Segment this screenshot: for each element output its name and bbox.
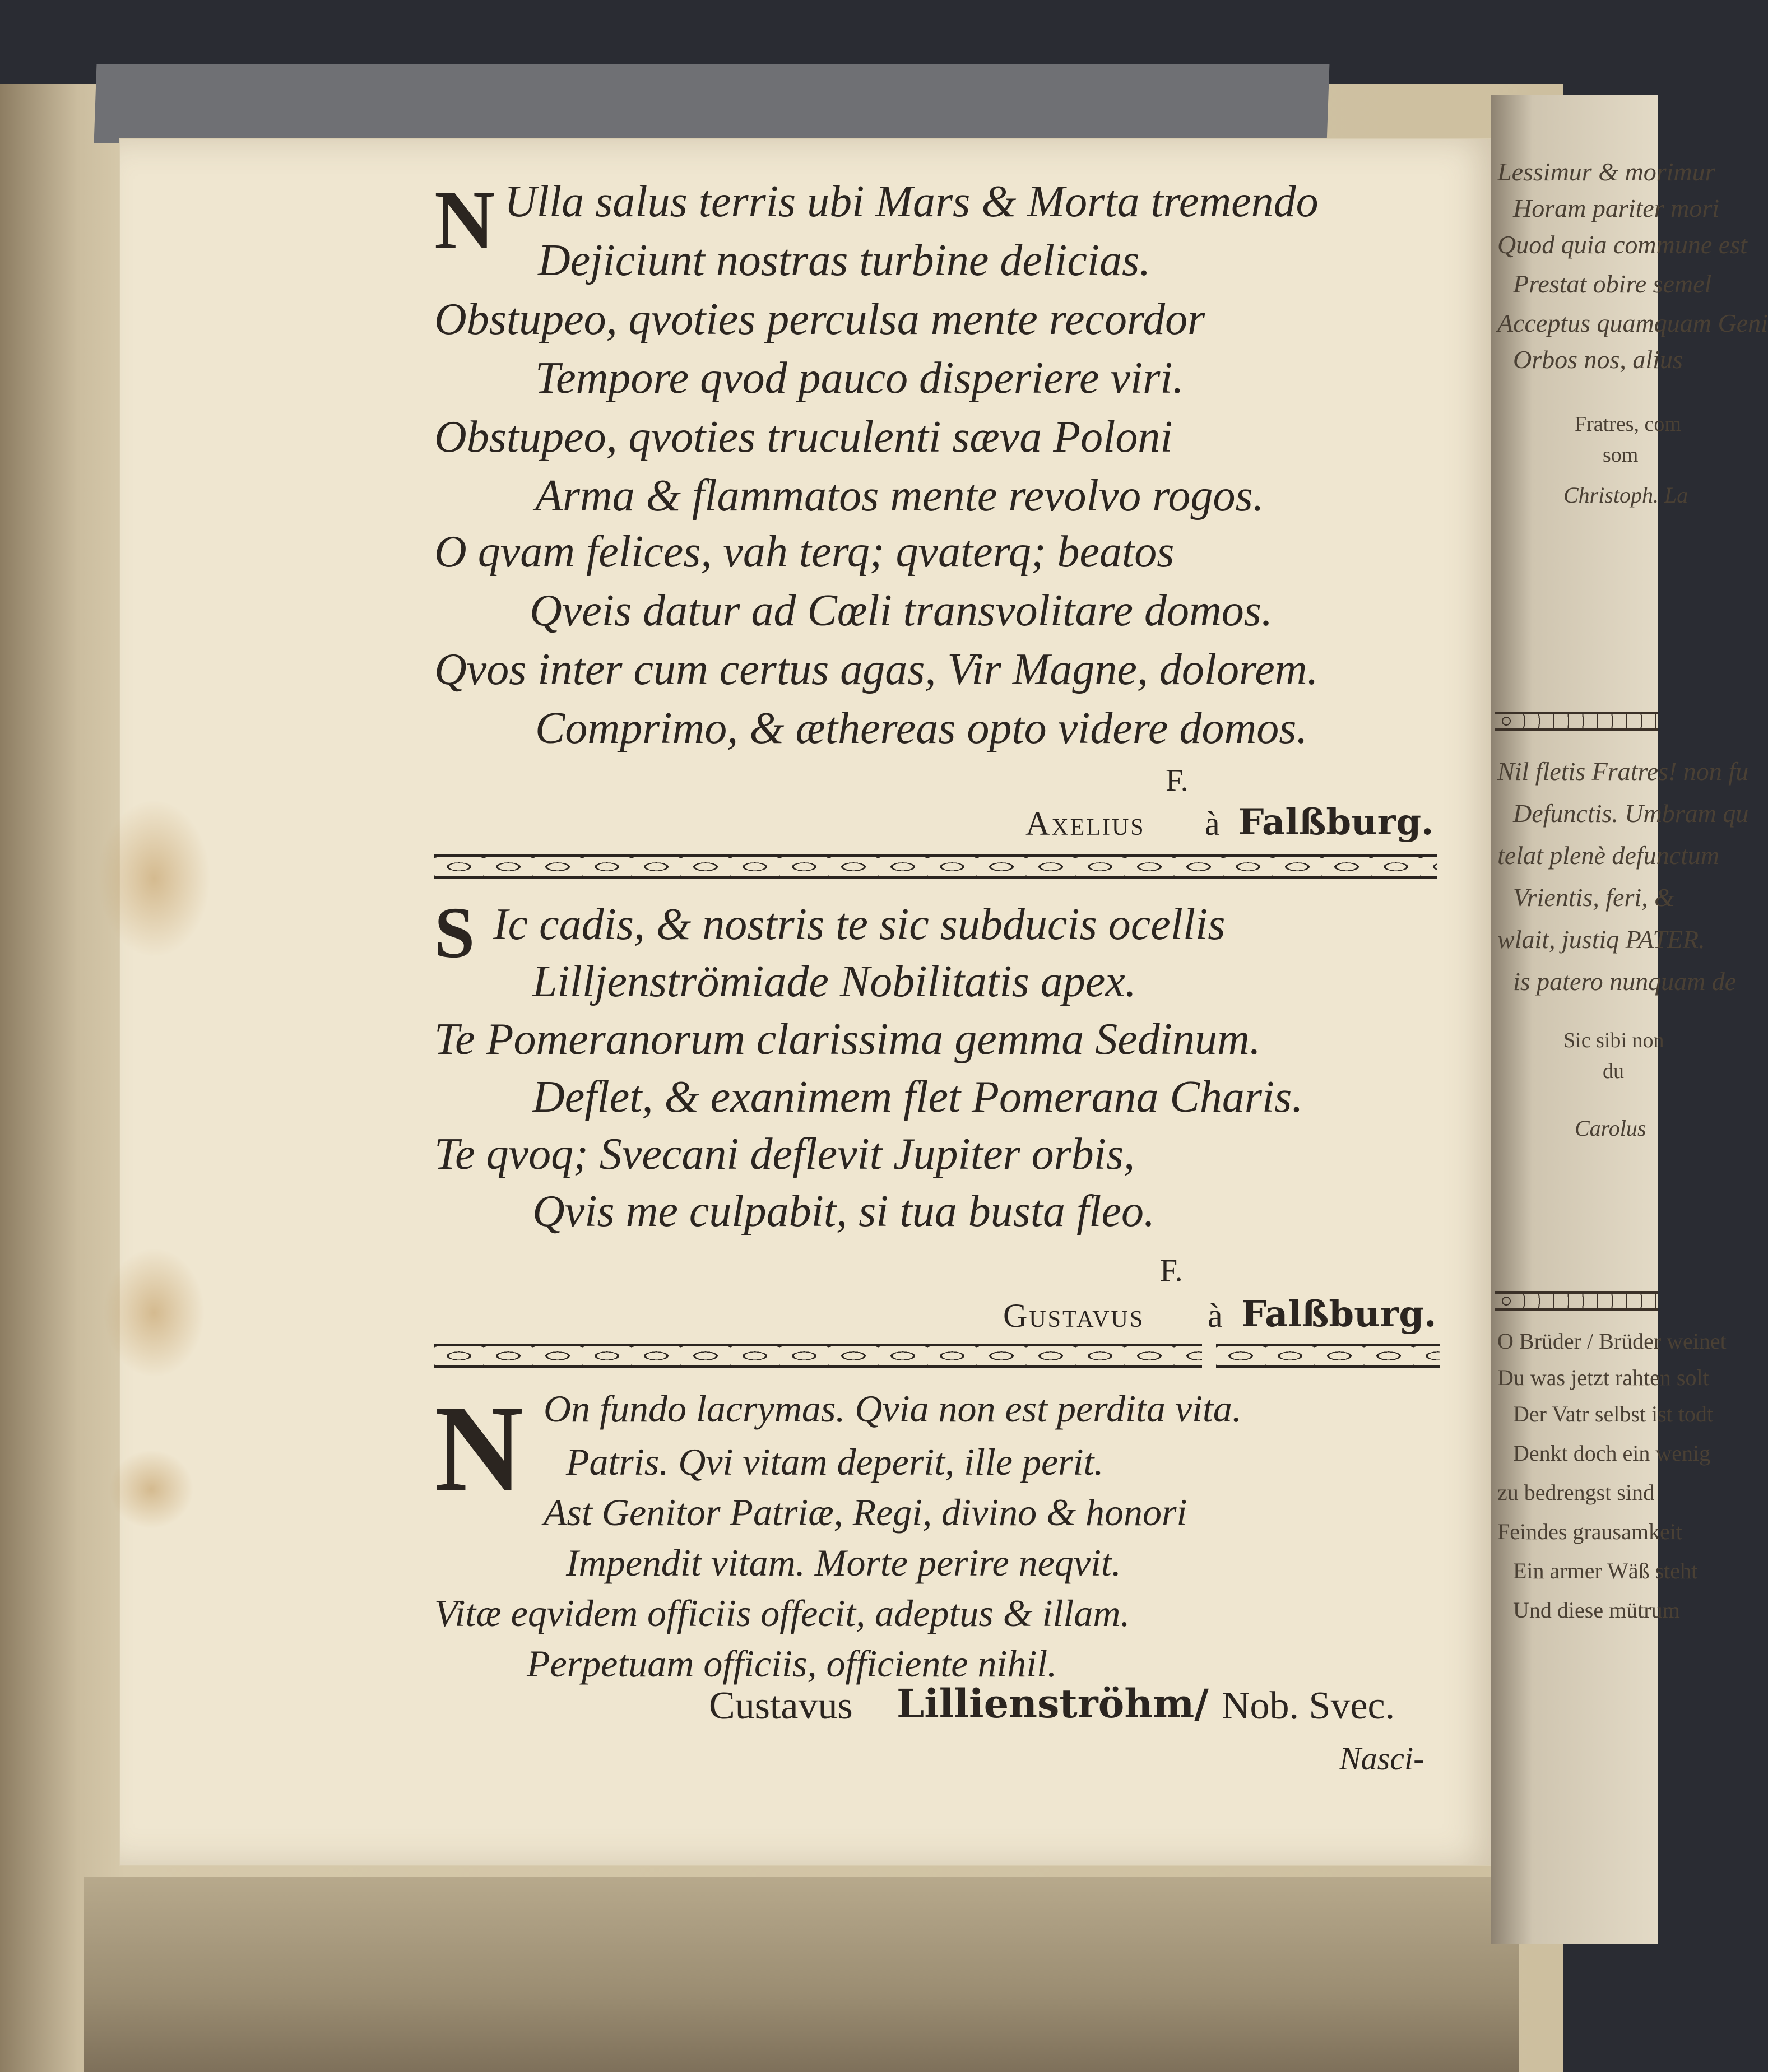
facing-line: Vrientis, feri, & [1513,883,1674,912]
author-name: Axelius [1025,805,1145,842]
verse-line: Perpetuam officiis, officiente nihil. [527,1642,1057,1685]
ornament-divider [434,854,1437,879]
facing-line: Horam pariter mori [1513,194,1720,222]
paper-flap [94,64,1330,143]
facing-line: telat plenè defunctum [1497,841,1719,870]
drop-cap: N [434,174,495,267]
facing-line: wlait, justiq PATER. [1497,925,1705,954]
verse-line: O qvam felices, vah terq; qvaterq; beatos [434,527,1175,577]
facing-line: O Brüder / Brüder weinet [1497,1328,1727,1354]
author-name: Gustavus [1003,1297,1145,1334]
catchword: Nasci- [1339,1740,1424,1777]
facing-line: is patero nunquam de [1513,967,1737,996]
facing-line: Carolus [1575,1116,1646,1141]
facing-line: Christoph. La [1563,482,1688,508]
drop-cap: S [434,893,475,973]
signature-letter: F. [1166,763,1189,798]
author-place: Falßburg. [1241,1293,1437,1335]
verse-line: Ulla salus terris ubi Mars & Morta tremendo [504,177,1319,226]
facing-line: Denkt doch ein wenig [1513,1441,1711,1466]
facing-line: Orbos nos, alius [1513,345,1683,374]
author-place: Falßburg. [1238,801,1434,843]
facing-line: Defunctis. Umbram qu [1513,799,1749,828]
facing-line: Und diese mütrum [1513,1597,1680,1623]
verse-line: Tempore qvod pauco disperiere viri. [535,354,1184,403]
verse-line: Patris. Qvi vitam deperit, ille perit. [566,1441,1104,1483]
author-prep: à [1205,805,1220,842]
facing-line: du [1603,1060,1624,1083]
verse-line: Arma & flammatos mente revolvo rogos. [535,471,1264,521]
facing-line: Fratres, com [1575,412,1681,436]
author-name: Custavus [709,1684,853,1727]
verse-line: Obstupeo, qvoties truculenti sæva Poloni [434,412,1173,462]
author-suffix: Nob. Svec. [1222,1684,1395,1727]
author-prep: à [1208,1297,1223,1334]
verse-line: Vitæ eqvidem officiis offecit, adeptus & illam. [434,1592,1130,1634]
facing-ornament [1495,712,1658,731]
facing-line: som [1603,443,1639,467]
verse-line: Obstupeo, qvoties perculsa mente recordor [434,295,1205,344]
verse-line: Impendit vitam. Morte perire neqvit. [566,1541,1121,1584]
drop-cap: N [434,1380,523,1517]
verse-line: Qvis me culpabit, si tua busta fleo. [532,1187,1156,1236]
ornament-divider [434,1344,1202,1368]
verse-line: Te qvoq; Svecani deflevit Jupiter orbis, [434,1130,1135,1179]
author-surname: Lillienströhm/ [897,1680,1209,1727]
facing-line: Der Vatr selbst ist todt [1513,1401,1714,1427]
facing-line: Acceptus quamquam Geni [1497,309,1768,337]
signature-letter: F. [1160,1253,1183,1288]
verse-line: Dejiciunt nostras turbine delicias. [538,236,1151,285]
facing-line: Lessimur & morimur [1497,157,1715,186]
verse-line: Ast Genitor Patriæ, Regi, divino & honori [544,1491,1187,1534]
facing-line: Sic sibi non [1563,1029,1664,1052]
verse-line: Qveis datur ad Cœli transvolitare domos. [530,586,1273,635]
book-bottom-edge [84,1877,1519,2072]
facing-line: Du was jetzt rahten solt [1497,1365,1709,1390]
verse-line: Lilljenströmiade Nobilitatis apex. [532,957,1136,1006]
ornament-divider [1216,1344,1440,1368]
verse-line: Qvos inter cum certus agas, Vir Magne, dolorem. [434,645,1319,694]
facing-line: Nil fletis Fratres! non fu [1497,757,1749,786]
foxing-stain [104,1248,205,1377]
verse-line: Te Pomeranorum clarissima gemma Sedinum. [434,1015,1261,1064]
foxing-stain [109,1450,193,1529]
facing-page [1491,95,1768,1944]
foxing-stain [98,800,210,957]
verse-line: Comprimo, & æthereas opto videre domos. [535,704,1308,753]
verse-line: On fundo lacrymas. Qvia non est perdita vita. [544,1387,1242,1430]
facing-line: Prestat obire semel [1513,270,1712,298]
facing-ornament [1495,1291,1658,1311]
verse-line: Ic cadis, & nostris te sic subducis ocellis [493,900,1226,949]
facing-line: Quod quia commune est [1497,230,1747,259]
facing-line: Ein armer Wäß steht [1513,1558,1698,1583]
facing-line: Feindes grausamkeit [1497,1519,1682,1544]
verse-line: Deflet, & exanimem flet Pomerana Charis. [532,1072,1303,1122]
facing-line: zu bedrengst sind [1497,1480,1654,1505]
